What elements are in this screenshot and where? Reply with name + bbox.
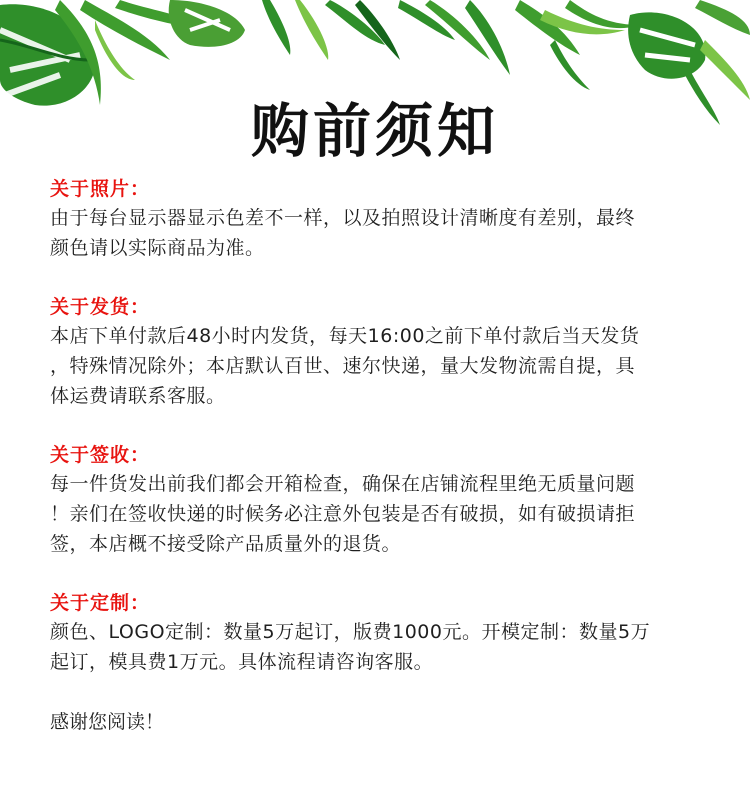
section-text-line: 颜色、LOGO定制：数量5万起订，版费1000元。开模定制：数量5万 xyxy=(50,621,651,643)
section-customization xyxy=(50,589,710,677)
palm-leaf-icon xyxy=(262,0,510,75)
section-receiving xyxy=(50,441,710,559)
section-text-line: 签，本店概不接受除产品质量外的退货。 xyxy=(50,533,402,555)
thanks-message: 感谢您阅读！ xyxy=(50,711,165,733)
section-text-line: 由于每台显示器显示色差不一样，以及拍照设计清晰度有差别，最终 xyxy=(50,207,636,229)
page-title: 购前须知 xyxy=(250,97,499,165)
section-shipping xyxy=(50,293,710,411)
section-text-line: ，特殊情况除外；本店默认百世、速尔快递，量大发物流需自提，具 xyxy=(50,355,636,377)
section-heading: 关于照片： xyxy=(50,178,151,200)
palm-leaf-icon xyxy=(515,0,640,90)
section-heading: 关于发货： xyxy=(50,296,151,318)
section-text-line: 本店下单付款后48小时内发货，每天16:00之前下单付款后当天发货 xyxy=(50,325,640,347)
section-heading: 关于定制： xyxy=(50,592,151,614)
section-heading: 关于签收： xyxy=(50,444,151,466)
monstera-leaf-icon xyxy=(169,0,245,47)
notice-content xyxy=(50,175,710,737)
section-text-line: 体运费请联系客服。 xyxy=(50,385,226,407)
section-text-line: 颜色请以实际商品为准。 xyxy=(50,237,265,259)
section-photos xyxy=(50,175,710,263)
section-text-line: ！亲们在签收快递的时候务必注意外包装是否有破损，如有破损请拒 xyxy=(50,503,636,525)
section-text-line: 每一件货发出前我们都会开箱检查，确保在店铺流程里绝无质量问题 xyxy=(50,473,636,495)
monstera-leaf-icon xyxy=(628,12,705,78)
section-text-line: 起订，模具费1万元。具体流程请咨询客服。 xyxy=(50,651,434,673)
